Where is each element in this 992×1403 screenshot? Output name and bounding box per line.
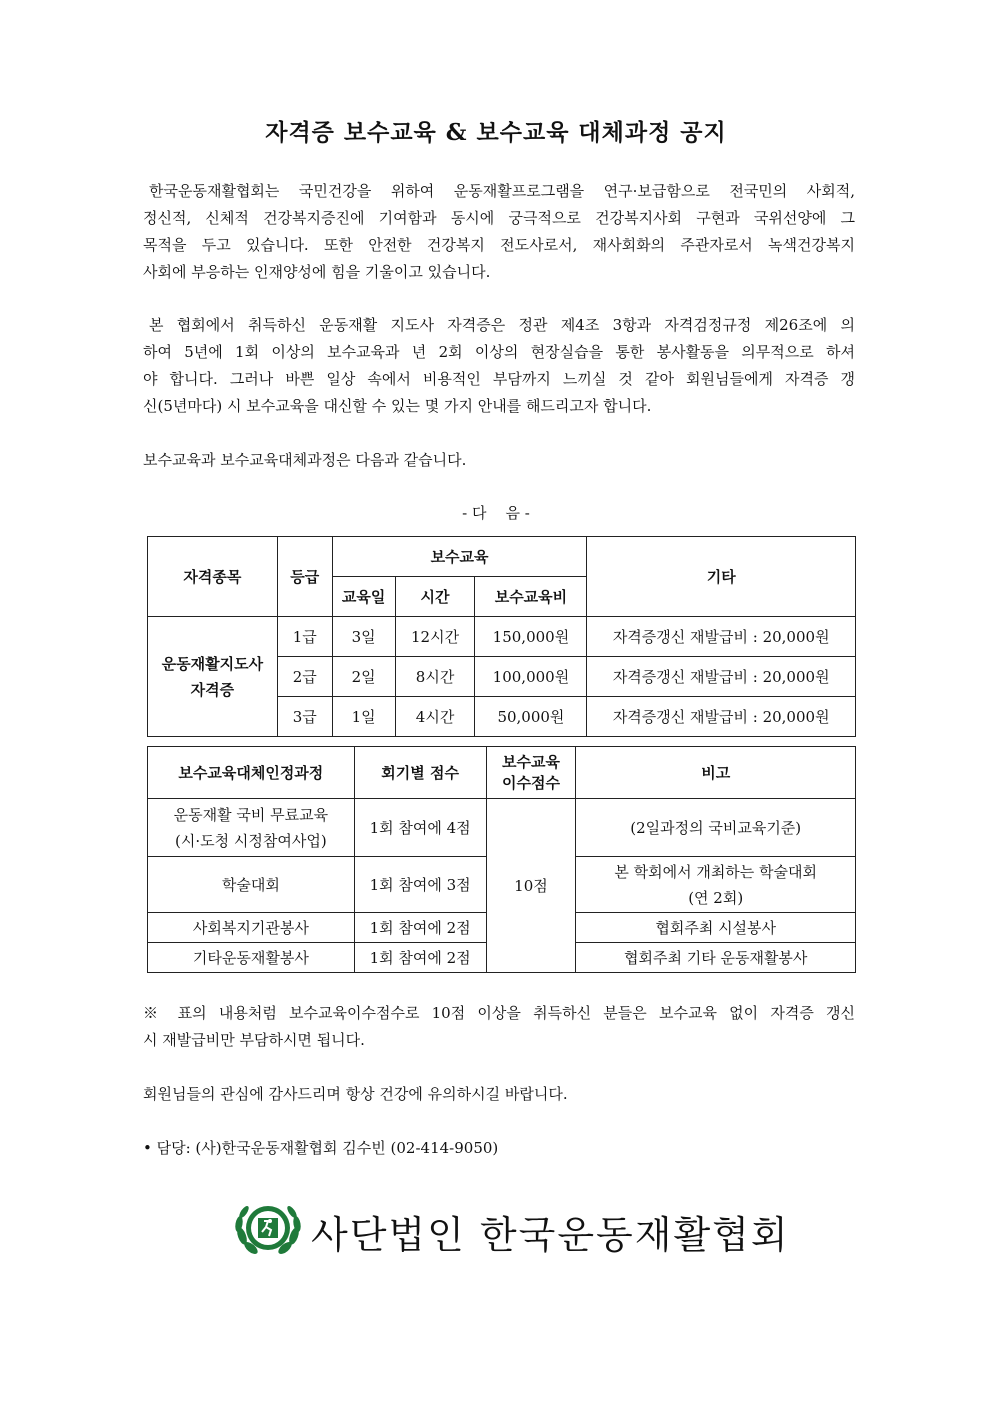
note-cell: 협회주최 시설봉사 (576, 913, 856, 943)
header-note: 비고 (576, 747, 856, 799)
header-days: 교육일 (332, 577, 395, 617)
course-line: 운동재활 국비 무료교육 (173, 805, 329, 824)
intro-line: 한국운동재활협회는 국민건강을 위하여 운동재활프로그램을 연구·보급함으로 전국민의 사회적, (149, 182, 855, 200)
education-table (147, 536, 856, 737)
intro-line: 사회에 부응하는 인재양성에 힘을 기울이고 있습니다. (143, 263, 491, 281)
header-etc: 기타 (587, 537, 856, 617)
note-cell (576, 857, 856, 913)
etc-cell: 자격증갱신 재발급비 : 20,000원 (587, 657, 856, 697)
points-cell: 1회 참여에 4점 (354, 799, 486, 857)
note-cell: 협회주최 기타 운동재활봉사 (576, 943, 856, 973)
header-course: 보수교육대체인정과정 (148, 747, 355, 799)
required-value-cell: 10점 (486, 799, 576, 973)
header-required-line: 이수점수 (501, 773, 560, 792)
points-cell: 1회 참여에 3점 (354, 857, 486, 913)
table-row (148, 799, 856, 857)
fee-cell: 50,000원 (475, 697, 587, 737)
intro-line: 목적을 두고 있습니다. 또한 안전한 건강복지 전도사로서, 재사회화의 주관자로서 녹색건강복지 (143, 236, 855, 254)
category-line: 운동재활지도사 (161, 654, 264, 673)
closing-text: 회원님들의 관심에 감사드리며 항상 건강에 유의하시길 바랍니다. (143, 1085, 568, 1103)
header-points: 회기별 점수 (354, 747, 486, 799)
footnote (143, 1000, 855, 1054)
header-category: 자격종목 (148, 537, 278, 617)
header-hours: 시간 (395, 577, 475, 617)
course-cell: 사회복지기관봉사 (148, 913, 355, 943)
points-cell: 1회 참여에 2점 (354, 913, 486, 943)
body-line: 본 협회에서 취득하신 운동재활 지도사 자격증은 정관 제4조 3항과 자격검정규정 제26조에 의 (149, 316, 855, 334)
contact-paragraph (143, 1135, 855, 1162)
etc-cell: 자격증갱신 재발급비 : 20,000원 (587, 697, 856, 737)
body-line: 하여 5년에 1회 이상의 보수교육과 년 2회 이상의 현장실습을 통한 봉사활동을 의무적으로 하셔 (143, 343, 855, 361)
etc-cell: 자격증갱신 재발급비 : 20,000원 (587, 617, 856, 657)
lead-text: 보수교육과 보수교육대체과정은 다음과 같습니다. (143, 451, 467, 469)
org-signature (233, 1196, 790, 1264)
body-line: 신(5년마다) 시 보수교육을 대신할 수 있는 몇 가지 안내를 해드리고자 합니다. (143, 397, 652, 415)
fee-cell: 150,000원 (475, 617, 587, 657)
header-fee: 보수교육비 (475, 577, 587, 617)
separator: - 다 음 - (462, 504, 530, 522)
course-line: (시·도청 시정참여사업) (175, 831, 327, 850)
header-required-line: 보수교육 (501, 752, 560, 771)
points-cell: 1회 참여에 2점 (354, 943, 486, 973)
intro-paragraph (143, 178, 855, 286)
body-line: 야 합니다. 그러나 바쁜 일상 속에서 비용적인 부담까지 느끼실 것 같아 회원님들에게 자격증 갱 (143, 370, 855, 388)
body-paragraph (143, 312, 855, 420)
days-cell: 2일 (332, 657, 395, 697)
closing-paragraph (143, 1081, 855, 1108)
hours-cell: 8시간 (395, 657, 475, 697)
days-cell: 1일 (332, 697, 395, 737)
footnote-line: ※ 표의 내용처럼 보수교육이수점수로 10점 이상을 취득하신 분들은 보수교육 없이 자격증 갱신 (143, 1004, 855, 1022)
header-required (486, 747, 576, 799)
contact-text: • 담당: (사)한국운동재활협회 김수빈 (02-414-9050) (143, 1139, 499, 1157)
note-cell: (2일과정의 국비교육기준) (576, 799, 856, 857)
course-cell: 기타운동재활봉사 (148, 943, 355, 973)
grade-cell: 2급 (277, 657, 332, 697)
fee-cell: 100,000원 (475, 657, 587, 697)
hours-cell: 4시간 (395, 697, 475, 737)
association-emblem-icon (233, 1196, 303, 1262)
hours-cell: 12시간 (395, 617, 475, 657)
alternative-course-table (147, 746, 856, 973)
note-line: 본 학회에서 개최하는 학술대회 (614, 862, 818, 881)
grade-cell: 1급 (277, 617, 332, 657)
note-line: (연 2회) (688, 888, 744, 907)
org-name: 사단법인 한국운동재활협회 (311, 1213, 790, 1257)
header-education: 보수교육 (332, 537, 587, 577)
days-cell: 3일 (332, 617, 395, 657)
category-line: 자격증 (190, 680, 235, 699)
course-cell: 학술대회 (148, 857, 355, 913)
course-cell (148, 799, 355, 857)
lead-line (143, 447, 855, 474)
intro-line: 정신적, 신체적 건강복지증진에 기여함과 동시에 궁극적으로 건강복지사회 구현과 국위선양에 그 (143, 209, 855, 227)
header-grade: 등급 (277, 537, 332, 617)
notice-title: 자격증 보수교육 & 보수교육 대체과정 공지 (265, 119, 727, 146)
category-cell (148, 617, 278, 737)
table-row (148, 617, 856, 657)
grade-cell: 3급 (277, 697, 332, 737)
footnote-line: 시 재발급비만 부담하시면 됩니다. (143, 1031, 365, 1049)
